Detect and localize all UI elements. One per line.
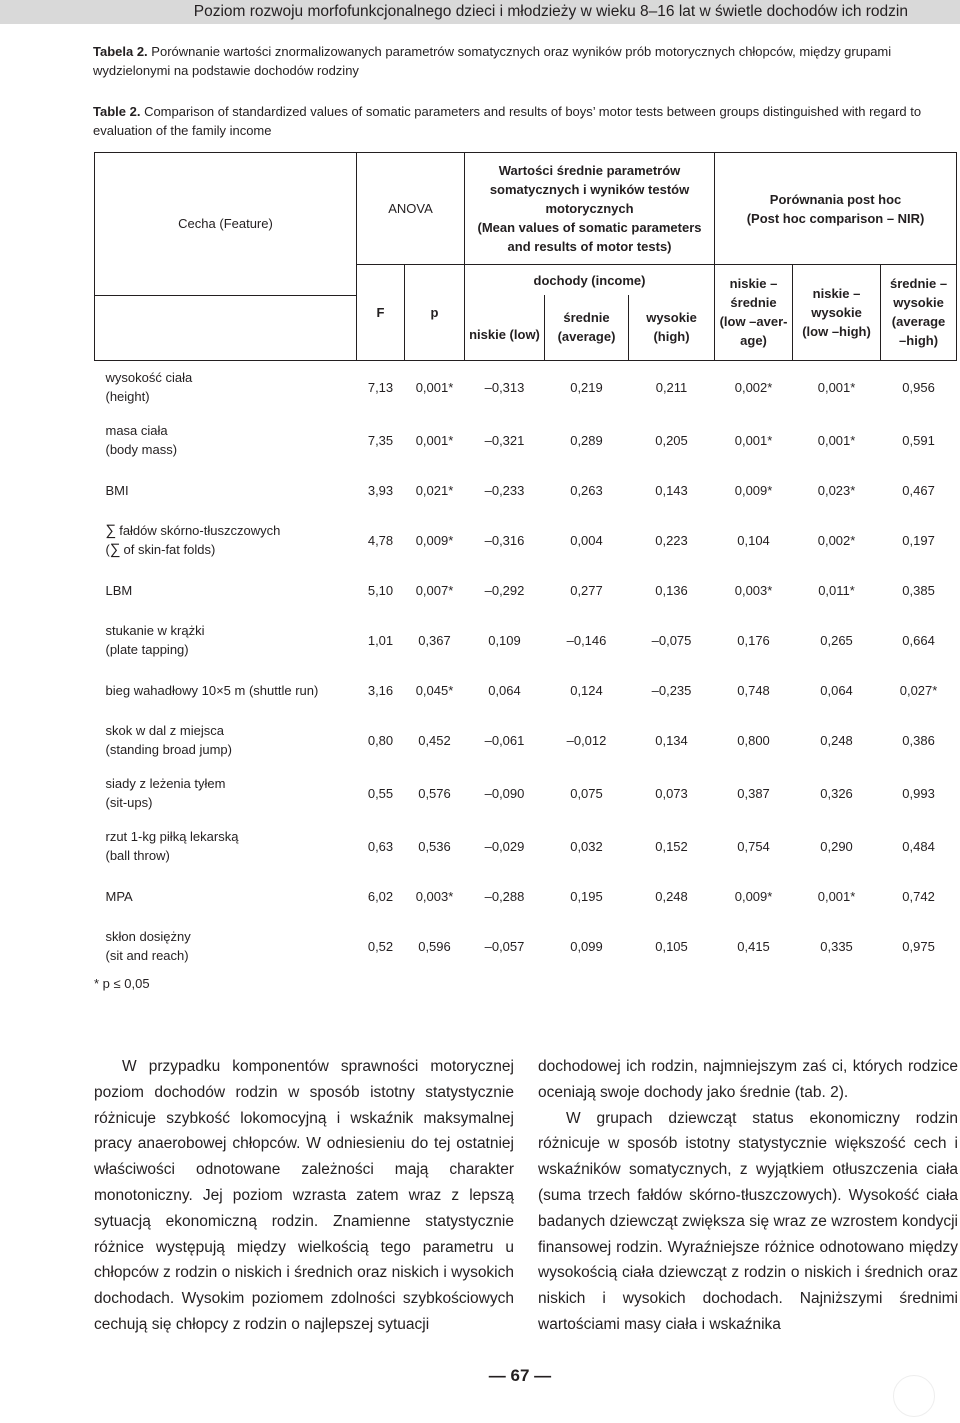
table-row [95, 360, 957, 414]
cell-ah: 0,742 [902, 888, 935, 904]
row-feature: stukanie w krążki (plate tapping) [105, 623, 205, 657]
caption-label: Table 2. [93, 104, 141, 119]
cell-la: 0,387 [737, 785, 770, 801]
table-row [95, 767, 957, 820]
cell-ah: 0,591 [902, 432, 935, 448]
cell-la: 0,009* [734, 482, 773, 498]
cell-f: 7,35 [367, 432, 394, 448]
cell-avg: –0,012 [566, 732, 607, 748]
header-average: średnie (average) [545, 295, 629, 360]
header-posthoc: Porównania post hoc (Post hoc comparison – NIR) [715, 153, 957, 265]
cell-la: 0,104 [737, 532, 770, 548]
cell-low: –0,288 [484, 888, 525, 904]
cell-low: –0,233 [484, 482, 525, 498]
paragraph: W przypadku komponentów sprawności motorycznej poziom dochodów rodzin w sposób istotny statystycznie różnicuje szybkość lokomocyjną i wskaźnik maksymalnej pracy anaerobowej chłopców. W odniesieniu do tej ostatniej właściwości odnotowane zależności mają charakter monotoniczny. Jej poziom wzrasta zatem wraz z lepszą sytuacją ekonomiczną rodzin. Znamienne statystycznie różnice występują między wielkością tego parametru u chłopców z rodzin o niskich i średnich oraz niskich i wysokich dochodach. Wysokim poziomem zdolności szybkościowych cechują się chłopcy z rodzin o najlepszej sytuacji [94, 1058, 514, 1333]
caption-text: Porównanie wartości znormalizowanych parametrów somatycznych oraz wyników prób motorycznych chłopców, między grupami wydzielonymi na podstawie dochodów rodziny [93, 44, 892, 78]
cell-lh: 0,001* [817, 432, 856, 448]
header-low-high: niskie – wysokie (low –high) [793, 265, 881, 361]
table-row [95, 614, 957, 667]
cell-avg: 0,099 [570, 938, 603, 954]
cell-ah: 0,467 [902, 482, 935, 498]
row-feature: wysokość ciała (height) [105, 370, 193, 404]
cell-lh: 0,001* [817, 888, 856, 904]
cell-f: 0,63 [367, 838, 394, 854]
cell-f: 0,80 [367, 732, 394, 748]
caption-label: Tabela 2. [93, 44, 148, 59]
table-body [95, 360, 957, 973]
cell-p: 0,003* [415, 888, 454, 904]
cell-ah: 0,027* [899, 682, 938, 698]
sum-symbol-icon: ∑ [105, 522, 117, 539]
cell-low: –0,316 [484, 532, 525, 548]
table-row [95, 514, 957, 567]
cell-low: –0,292 [484, 582, 525, 598]
cell-f: 1,01 [367, 632, 394, 648]
header-feature: Cecha (Feature) [95, 153, 357, 296]
cell-f: 6,02 [367, 888, 394, 904]
footnote: * p ≤ 0,05 [94, 976, 150, 991]
cell-f: 0,52 [367, 938, 394, 954]
paragraph: dochodowej ich rodzin, najmniejszym zaś ci, których rodzice oceniają swoje dochody jako średnie (tab. 2). [538, 1058, 958, 1101]
body-column-right [538, 1054, 958, 1338]
cell-p: 0,007* [415, 582, 454, 598]
cell-la: 0,800 [737, 732, 770, 748]
page-number: — 67 — [488, 1366, 552, 1385]
cell-f: 3,16 [367, 682, 394, 698]
row-feature: skłon dosiężny (sit and reach) [105, 929, 191, 963]
cell-avg: 0,195 [570, 888, 603, 904]
cell-high: 0,223 [655, 532, 688, 548]
cell-f: 7,13 [367, 379, 394, 395]
cell-high: 0,211 [655, 379, 688, 395]
header-anova: ANOVA [357, 153, 465, 265]
table-row [95, 667, 957, 714]
cell-low: –0,313 [484, 379, 525, 395]
cell-lh: 0,265 [820, 632, 853, 648]
cell-ah: 0,956 [902, 379, 935, 395]
cell-p: 0,536 [418, 838, 451, 854]
cell-avg: 0,289 [570, 432, 603, 448]
row-feature: BMI [105, 482, 129, 498]
cell-ah: 0,385 [902, 582, 935, 598]
cell-low: –0,061 [484, 732, 525, 748]
body-column-left [94, 1054, 514, 1338]
running-header: Poziom rozwoju morfofunkcjonalnego dzieci i młodzieży w wieku 8–16 lat w świetle dochodów ich rodzin [0, 0, 960, 24]
cell-ah: 0,386 [902, 732, 935, 748]
header-income: dochody (income) [465, 265, 715, 296]
row-feature: siady z leżenia tyłem (sit-ups) [105, 776, 226, 810]
cell-high: 0,136 [655, 582, 688, 598]
header-low-average: niskie – średnie (low –aver- age) [715, 265, 793, 361]
table-row [95, 414, 957, 467]
table-row [95, 820, 957, 873]
header-feature-spacer [95, 295, 357, 360]
cell-avg: 0,219 [570, 379, 603, 395]
cell-lh: 0,335 [820, 938, 853, 954]
cell-p: 0,021* [415, 482, 454, 498]
cell-low: –0,057 [484, 938, 525, 954]
cell-p: 0,452 [418, 732, 451, 748]
cell-p: 0,001* [415, 379, 454, 395]
cell-high: 0,134 [655, 732, 688, 748]
cell-f: 3,93 [367, 482, 394, 498]
cell-lh: 0,326 [820, 785, 853, 801]
row-feature: MPA [105, 888, 133, 904]
header-high: wysokie (high) [629, 295, 715, 360]
sum-symbol-icon: ∑ [109, 541, 121, 558]
cell-lh: 0,011* [818, 582, 855, 598]
cell-la: 0,002* [734, 379, 773, 395]
cell-p: 0,367 [418, 632, 451, 648]
cell-ah: 0,993 [902, 785, 935, 801]
header-p: p [405, 265, 465, 361]
cell-low: –0,029 [484, 838, 525, 854]
cell-high: 0,105 [655, 938, 688, 954]
row-feature: rzut 1-kg piłką lekarską (ball throw) [105, 829, 239, 863]
row-feature: LBM [105, 582, 133, 598]
cell-f: 5,10 [367, 582, 394, 598]
cell-ah: 0,484 [902, 838, 935, 854]
cell-p: 0,045* [415, 682, 454, 698]
cell-high: 0,152 [655, 838, 688, 854]
caption-text: Comparison of standardized values of somatic parameters and results of boys’ motor tests between groups distinguished with regard to evaluation of the family income [93, 104, 922, 138]
cell-avg: 0,075 [570, 785, 603, 801]
cell-la: 0,001* [734, 432, 773, 448]
row-feature: ∑ fałdów skórno-tłuszczowych (∑ of skin-fat folds) [105, 522, 281, 558]
cell-lh: 0,064 [820, 682, 853, 698]
cell-high: 0,248 [655, 888, 688, 904]
header-low: niskie (low) [465, 295, 545, 360]
data-table [94, 152, 957, 973]
cell-la: 0,003* [734, 582, 773, 598]
table-row [95, 467, 957, 514]
cell-la: 0,176 [737, 632, 770, 648]
cell-lh: 0,023* [817, 482, 856, 498]
header-average-high: średnie – wysokie (average –high) [881, 265, 957, 361]
cell-avg: 0,263 [570, 482, 603, 498]
cell-la: 0,009* [734, 888, 773, 904]
cell-lh: 0,002* [817, 532, 856, 548]
table-row [95, 873, 957, 920]
table-row [95, 567, 957, 614]
table-row [95, 920, 957, 973]
cell-lh: 0,001* [817, 379, 856, 395]
cell-avg: 0,277 [570, 582, 603, 598]
cell-avg: 0,124 [570, 682, 603, 698]
cell-high: 0,073 [655, 785, 688, 801]
cell-low: –0,321 [484, 432, 525, 448]
table-row [95, 714, 957, 767]
cell-high: 0,205 [655, 432, 688, 448]
table-caption-en [93, 102, 953, 140]
cell-ah: 0,197 [902, 532, 935, 548]
cell-low: –0,090 [484, 785, 525, 801]
cell-low: 0,109 [488, 632, 521, 648]
cell-high: –0,235 [651, 682, 692, 698]
cell-f: 0,55 [367, 785, 394, 801]
cell-high: 0,143 [655, 482, 688, 498]
cell-avg: 0,004 [570, 532, 603, 548]
paragraph: W grupach dziewcząt status ekonomiczny rodzin różnicuje w sposób istotny statystycznie większość cech i wskaźników somatycznych, z wyjątkiem otłuszczenia ciała (suma trzech fałdów skórno-tłuszczowych). Wysokość ciała badanych dziewcząt zwiększa się wraz ze wzrostem kondycji finansowej rodzin. Wyraźniejsze różnice odnotowano między wysokością ciała dziewcząt z rodzin o niskich i średnich oraz niskich i wysokich dochodach. Najniższymi średnimi wartościami masy ciała i wskaźnika [538, 1109, 958, 1333]
row-feature: masa ciała (body mass) [105, 423, 178, 457]
cell-p: 0,596 [418, 938, 451, 954]
cell-ah: 0,975 [902, 938, 935, 954]
header-means: Wartości średnie parametrów somatycznych i wyników testów motorycznych (Mean values of somatic parameters and results of motor tests) [465, 153, 715, 265]
cell-p: 0,009* [415, 532, 454, 548]
cell-lh: 0,248 [820, 732, 853, 748]
cell-avg: 0,032 [570, 838, 603, 854]
cell-p: 0,576 [418, 785, 451, 801]
row-feature: bieg wahadłowy 10×5 m (shuttle run) [105, 682, 319, 698]
header-f: F [357, 265, 405, 361]
cell-ah: 0,664 [902, 632, 935, 648]
cell-p: 0,001* [415, 432, 454, 448]
table-caption-pl [93, 42, 953, 80]
cell-la: 0,415 [737, 938, 770, 954]
cell-la: 0,748 [737, 682, 770, 698]
watermark-icon [893, 1375, 935, 1417]
cell-lh: 0,290 [820, 838, 853, 854]
cell-f: 4,78 [367, 532, 394, 548]
row-feature: skok w dal z miejsca (standing broad jump) [105, 723, 232, 757]
cell-avg: –0,146 [566, 632, 607, 648]
cell-la: 0,754 [737, 838, 770, 854]
cell-low: 0,064 [488, 682, 521, 698]
cell-high: –0,075 [651, 632, 692, 648]
